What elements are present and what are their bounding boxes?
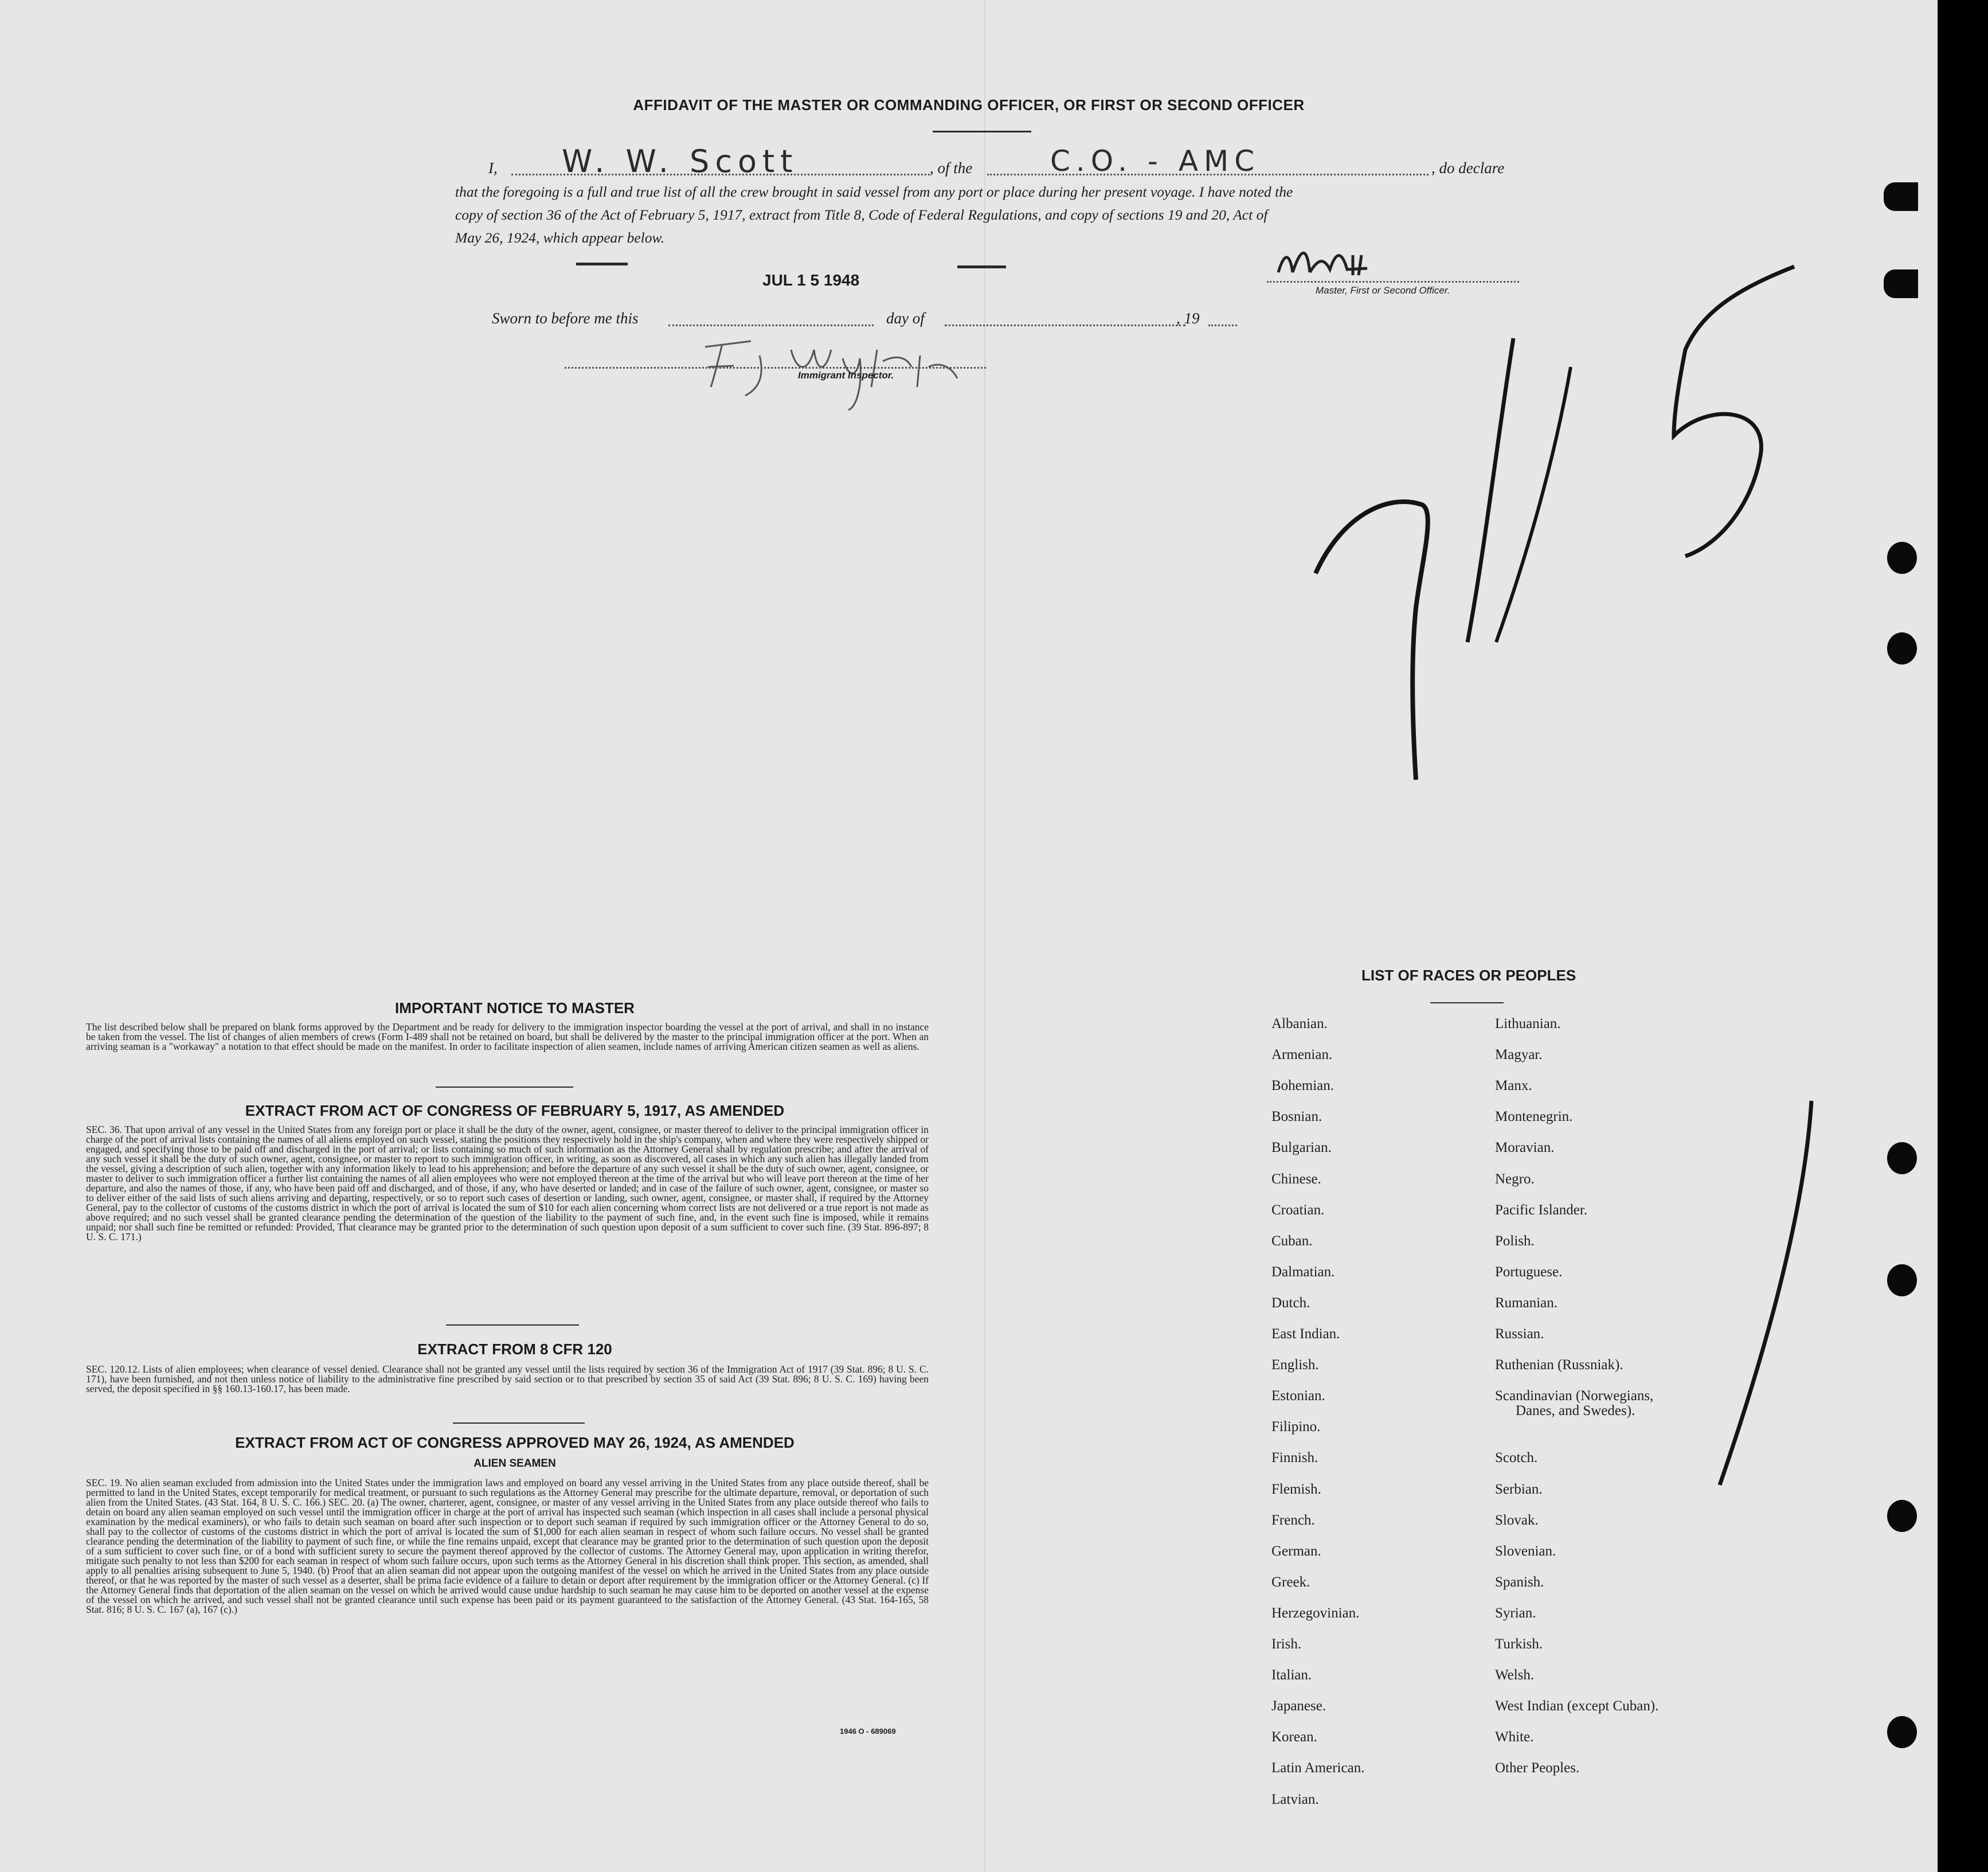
race-item: Dalmatian. (1271, 1264, 1335, 1280)
race-item: Lithuanian. (1495, 1016, 1561, 1031)
sworn-month-line (945, 325, 1185, 326)
binder-hole (1887, 1500, 1917, 1532)
extract8cfr-title: EXTRACT FROM 8 CFR 120 (417, 1341, 612, 1358)
binder-hole (1887, 1264, 1917, 1296)
print-code: 1946 O - 689069 (840, 1727, 896, 1736)
sworn-year-line (1208, 325, 1237, 326)
race-item: Scandinavian (Norwegians, (1495, 1388, 1654, 1404)
extract8cfr-rule (453, 1422, 585, 1424)
race-item: Albanian. (1271, 1016, 1328, 1031)
affidavit-body-line-1: that the foregoing is a full and true list of all the crew brought in said vessel from any port or place during her present voyage. I have noted the (455, 183, 1293, 200)
race-item: German. (1271, 1543, 1321, 1559)
extract1917-text: SEC. 36. That upon arrival of any vessel in the United States from any foreign port or place it shall be the duty of the owner, agent, consignee, or master thereof to deliver to the principal immigration officer in charge of the port of arrival lists containing the names of all aliens employed on such vessel, stating the positions they respectively hold in the ship's company, when and where they were respectively shipped or engaged, and specifying those to be paid off and discharged in the port of arrival; or lists containing so much of such information as the Attorney General shall by regulation prescribe; and after the arrival of any such vessel it shall be the duty of such owner, agent, consignee, or master to report to such immigration officer, in writing, as soon as discovered, all cases in which any such alien has illegally landed from the vessel, giving a description of such alien, together with any information likely to lead to his apprehension; and before the departure of any such vessel it shall be the duty of such owner, agent, consignee, or master to deliver to such immigration officer a further list containing the names of all alien employees who were not employed thereon at the time of the arrival but who will leave port thereon at the time of her departure, and also the names of those, if any, who have been paid off and discharged, and of those, if any, who have deserted or landed; and in case of the failure of such owner, agent, consignee, or master so to deliver either of the said lists of such aliens arriving and departing, respectively, or so to report such cases of desertion or landing, such owner, agent, consignee, or master shall, if required by the Attorney General, pay to the collector of customs of the customs district in which the port of arrival is located the sum of $10 for each alien concerning whom correct lists are not delivered or a true report is not made as above required; and no such vessel shall be granted clearance pending the determination of the question of the liability to the payment of such fine, and, in the event such fine is imposed, while it remains unpaid; nor shall such fine be remitted or refunded: Provided, That clearance may be granted prior to the determination of such question upon deposit of a sum sufficient to cover such fine. (39 Stat. 896-897; 8 U. S. C. 171.) (86, 1124, 929, 1242)
extract1924-subtitle: ALIEN SEAMEN (473, 1457, 556, 1470)
handwritten-number (1307, 264, 1823, 814)
race-item: Manx. (1495, 1078, 1532, 1093)
extract1917-title: EXTRACT FROM ACT OF CONGRESS OF FEBRUARY 5, 1917, AS AMENDED (245, 1102, 785, 1119)
extract8cfr-text: SEC. 120.12. Lists of alien employees; when clearance of vessel denied. Clearance shall not be granted any vessel until the lists required by section 36 of the Immigration Act of 1917 (39 Stat. 896; 8 U. S. C. 171), have been furnished, and not then unless notice of liability to the administrative fine prescribed by said section or to that prescribed by section 35 of said Act (39 Stat. 896; 8 U. S. C. 169) having been served, the deposit specified in §§ 160.13-160.17, has been made. (86, 1363, 929, 1394)
extract1924-title: EXTRACT FROM ACT OF CONGRESS APPROVED MAY 26, 1924, AS AMENDED (235, 1434, 795, 1451)
race-item: Bosnian. (1271, 1109, 1322, 1124)
affidavit-body-line-3: May 26, 1924, which appear below. (455, 229, 664, 246)
race-item: Other Peoples. (1495, 1760, 1580, 1776)
race-item: White. (1495, 1729, 1534, 1745)
race-item: French. (1271, 1513, 1315, 1528)
affidavit-i-label: I, (488, 159, 498, 177)
binder-hole (1887, 1716, 1917, 1748)
race-item: Negro. (1495, 1171, 1535, 1187)
race-item: Irish. (1271, 1636, 1302, 1652)
race-item: Bohemian. (1271, 1078, 1335, 1093)
vessel-handwritten: C.O. - AMC (1050, 144, 1261, 178)
races-title: LIST OF RACES OR PEOPLES (1361, 967, 1576, 984)
day-of-label: day of (886, 310, 925, 327)
pen-mark (957, 265, 1006, 268)
notice-text: The list described below shall be prepared on blank forms approved by the Department and be ready for delivery to the immigration inspector boarding the vessel at the port of arrival, and shall in no instance be taken from the vessel. The list of changes of alien members of crews (Form I-489 shall not be retained on board, but shall be delivered by the master to the principal immigration officer at the port. When an arriving seaman is a "workaway" a notation to that effect should be made on the manifest. In order to facilitate inspection of alien seamen, include names of arriving American citizen seamen as well as aliens. (86, 1021, 929, 1052)
race-item: Montenegrin. (1495, 1109, 1573, 1124)
race-item: Bulgarian. (1271, 1140, 1332, 1155)
race-item: Rumanian. (1495, 1295, 1558, 1311)
binder-hole (1887, 632, 1917, 665)
race-item: Spanish. (1495, 1574, 1544, 1590)
notice-title: IMPORTANT NOTICE TO MASTER (395, 999, 635, 1017)
race-item: Finnish. (1271, 1450, 1318, 1465)
sworn-label: Sworn to before me this (492, 310, 639, 327)
race-item: Danes, and Swedes). (1516, 1403, 1635, 1418)
race-item: Estonian. (1271, 1388, 1325, 1404)
race-item: Armenian. (1271, 1047, 1333, 1062)
inspector-signature-line (565, 367, 986, 369)
race-item: Serbian. (1495, 1482, 1543, 1497)
race-item: Chinese. (1271, 1171, 1321, 1187)
race-item: Cuban. (1271, 1233, 1313, 1249)
race-item: Latvian. (1271, 1792, 1319, 1807)
race-item: West Indian (except Cuban). (1495, 1698, 1659, 1714)
race-item: Greek. (1271, 1574, 1310, 1590)
extract1924-text: SEC. 19. No alien seaman excluded from admission into the United States under the immigration laws and employed on board any vessel arriving in the United States from any place outside thereof, shall be permitted to land in the United States, except temporarily for medical treatment, or pursuant to such regulations as the Attorney General may prescribe for the ultimate departure, removal, or deportation of such alien from the United States. (43 Stat. 164, 8 U. S. C. 166.) SEC. 20. (a) The owner, charterer, agent, consignee, or master of any vessel arriving in the United States from any place outside thereof who fails to detain on board any alien seaman employed on such vessel until the immigration officer in charge at the port of arrival has inspected such seaman (which inspection in all cases shall include a personal physical examination by the medical examiners), or who fails to detain such seaman on board after such inspection or to deport such seaman if required by such immigration officer or the Attorney General to do so, shall pay to the collector of customs of the customs district in which the port of arrival is located the sum of $1,000 for each alien seaman in respect of whom such failure occurs. No vessel shall be granted clearance pending the determination of the liability to payment of such fine, or while the fine remains unpaid, except that clearance may be granted prior to the determination of such question upon the deposit of a sum sufficient to cover such fine, or of a bond with sufficient surety to secure the payment thereof approved by the collector of customs. The Attorney General may, upon application in writing therefor, mitigate such penalty to not less than $200 for each seaman in respect of whom such failure occurs, upon such terms as the Attorney General in his discretion shall think proper. This section, as amended, shall apply to all penalties arising subsequent to June 5, 1940. (b) Proof that an alien seaman did not appear upon the outgoing manifest of the vessel on which he arrived in the United States from any place outside thereof, or that he was reported by the master of such vessel as a deserter, shall be prima facie evidence of a failure to detain or deport after requirement by the immigration officer or the Attorney General. (c) If the Attorney General finds that deportation of the alien seaman on the vessel on which he arrived would cause undue hardship to such seaman he may cause him to be deported on another vessel at the expense of the vessel on which he arrived, and such vessel shall not be granted clearance until such expense has been paid or its payment guaranteed to the satisfaction of the Attorney General. (43 Stat. 164-165, 58 Stat. 816; 8 U. S. C. 167 (a), 167 (c).) (86, 1477, 929, 1615)
race-item: Syrian. (1495, 1605, 1536, 1621)
date-stamp: JUL 1 5 1948 (762, 271, 860, 289)
race-item: Turkish. (1495, 1636, 1543, 1652)
binder-hole (1884, 269, 1918, 298)
race-item: Polish. (1495, 1233, 1535, 1249)
declare-label: , do declare (1431, 159, 1505, 177)
race-item: Slovak. (1495, 1513, 1539, 1528)
race-item: Flemish. (1271, 1482, 1321, 1497)
races-rule (1430, 1002, 1504, 1003)
inspector-caption: Immigrant Inspector. (798, 370, 894, 381)
master-caption: Master, First or Second Officer. (1316, 285, 1450, 296)
binder-hole (1887, 1142, 1917, 1174)
race-item: Filipino. (1271, 1419, 1321, 1435)
race-item: Korean. (1271, 1729, 1317, 1745)
handwritten-slash (1708, 1089, 1834, 1491)
affidavit-body-line-2: copy of section 36 of the Act of February 5, 1917, extract from Title 8, Code of Federal Regulations, and copy of sections 19 and 20, Act of (455, 206, 1268, 223)
pen-mark (576, 263, 628, 265)
title-rule (933, 131, 1031, 132)
race-item: English. (1271, 1357, 1319, 1373)
race-item: Croatian. (1271, 1202, 1325, 1218)
race-item: Herzegovinian. (1271, 1605, 1360, 1621)
race-item: Welsh. (1495, 1667, 1535, 1683)
race-item: Ruthenian (Russniak). (1495, 1357, 1623, 1373)
year-label: , 19 (1176, 310, 1200, 327)
race-item: Italian. (1271, 1667, 1312, 1683)
notice-rule (436, 1087, 573, 1088)
race-item: Dutch. (1271, 1295, 1310, 1311)
extract1917-rule (446, 1324, 579, 1326)
page-fold (984, 0, 985, 1872)
of-the-label: , of the (930, 159, 973, 177)
race-item: Magyar. (1495, 1047, 1543, 1062)
binder-hole (1884, 182, 1918, 211)
race-item: Moravian. (1495, 1140, 1555, 1155)
sworn-day-line (668, 325, 874, 326)
race-item: Latin American. (1271, 1760, 1365, 1776)
affidavit-title: AFFIDAVIT OF THE MASTER OR COMMANDING OFFICER, OR FIRST OR SECOND OFFICER (633, 96, 1305, 114)
race-item: East Indian. (1271, 1326, 1340, 1342)
race-item: Pacific Islander. (1495, 1202, 1588, 1218)
binder-hole (1887, 542, 1917, 574)
race-item: Russian. (1495, 1326, 1544, 1342)
race-item: Scotch. (1495, 1450, 1538, 1465)
master-name-handwritten: W. W. Scott (562, 143, 799, 179)
race-item: Japanese. (1271, 1698, 1326, 1714)
race-item: Slovenian. (1495, 1543, 1556, 1559)
race-item: Portuguese. (1495, 1264, 1563, 1280)
